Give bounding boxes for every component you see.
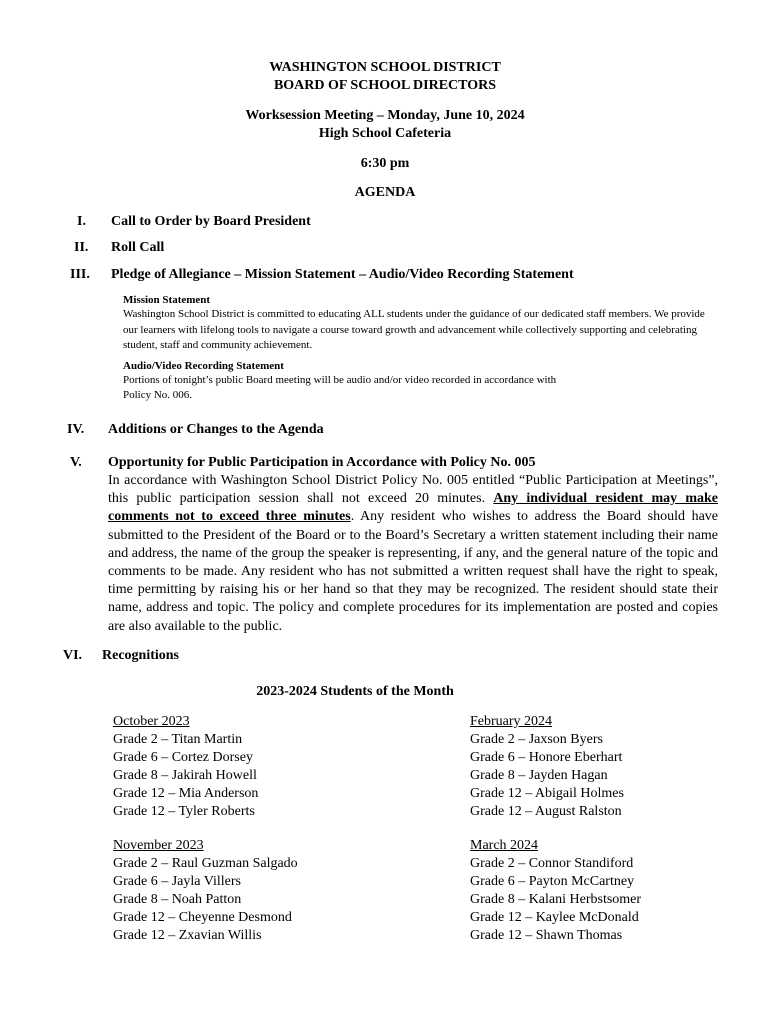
student-entry: Grade 12 – Tyler Roberts	[113, 804, 255, 819]
student-entry: Grade 8 – Kalani Herbstsomer	[470, 892, 642, 907]
student-entry: Grade 8 – Noah Patton	[113, 892, 242, 907]
month-block	[470, 713, 624, 821]
month-title: February 2024	[470, 714, 553, 729]
board-name: BOARD OF SCHOOL DIRECTORS	[273, 78, 497, 93]
participation-text-before: In accordance with Washington School District Policy No. 005 entitled “Public Participation at Meetings”, this public participation session shall not exceed 20 minutes.	[108, 473, 718, 507]
student-entry: Grade 12 – Kaylee McDonald	[470, 910, 639, 925]
student-entry: Grade 12 – Zxavian Willis	[113, 928, 262, 943]
student-entry: Grade 2 – Jaxson Byers	[470, 732, 603, 747]
meeting-location: High School Cafeteria	[318, 126, 452, 141]
student-entry: Grade 2 – Titan Martin	[113, 732, 243, 747]
month-title: November 2023	[113, 838, 204, 853]
public-participation-text	[108, 472, 718, 636]
item-title: Call to Order by Board President	[111, 214, 311, 229]
meeting-time: 6:30 pm	[360, 156, 410, 171]
recording-text-line2: Policy No. 006.	[123, 389, 193, 401]
item-number: III.	[70, 267, 90, 282]
month-title: March 2024	[470, 838, 539, 853]
item-number: II.	[74, 240, 89, 255]
student-entry: Grade 12 – Shawn Thomas	[470, 928, 623, 943]
item-number: V.	[70, 455, 82, 470]
mission-heading: Mission Statement	[123, 294, 211, 306]
student-entry: Grade 6 – Cortez Dorsey	[113, 750, 253, 765]
month-title: October 2023	[113, 714, 190, 729]
district-name: WASHINGTON SCHOOL DISTRICT	[269, 60, 501, 75]
student-entry: Grade 6 – Honore Eberhart	[470, 750, 623, 765]
participation-emphasis: Any individual resident may make comments not to exceed three minutes	[108, 491, 718, 525]
student-entry: Grade 6 – Jayla Villers	[113, 874, 241, 889]
student-entry: Grade 12 – August Ralston	[470, 804, 622, 819]
item-title: Opportunity for Public Participation in Accordance with Policy No. 005	[108, 455, 536, 470]
item-number: IV.	[67, 422, 85, 437]
item-title: Roll Call	[111, 240, 165, 255]
item-title: Recognitions	[102, 648, 179, 663]
students-of-month-title: 2023-2024 Students of the Month	[256, 684, 454, 699]
recording-text-line1: Portions of tonight’s public Board meeting will be audio and/or video recorded in accordance with	[123, 374, 557, 386]
item-number: VI.	[63, 648, 83, 663]
item-number: I.	[77, 214, 86, 229]
student-entry: Grade 12 – Abigail Holmes	[470, 786, 624, 801]
student-entry: Grade 8 – Jayden Hagan	[470, 768, 608, 783]
participation-text-after: . Any resident who wishes to address the Board should have submitted to the President of the Board or to the Board’s Secretary a written statement including their name and address, the name of the group the speaker is representing, if any, and the general nature of the topic and comments to be made. Any resident who has not submitted a written request shall have the right to speak, time permitting by raising his or her hand so that they may be recognized. The resident should state their name, address and topic. The policy and complete procedures for its implementation are posted and copies are also available to the public.	[108, 509, 719, 634]
agenda-heading: AGENDA	[354, 185, 416, 200]
student-entry: Grade 6 – Payton McCartney	[470, 874, 635, 889]
item-title: Pledge of Allegiance – Mission Statement – Audio/Video Recording Statement	[111, 267, 574, 282]
mission-text: Washington School District is committed to educating ALL students under the guidance of our dedicated staff members. We provide our learners with lifelong tools to navigate a course toward growth and advancement while collectively supporting and celebrating student, staff and community achievement.	[123, 308, 705, 351]
student-entry: Grade 2 – Connor Standiford	[470, 856, 634, 871]
recording-heading: Audio/Video Recording Statement	[123, 360, 284, 372]
student-entry: Grade 2 – Raul Guzman Salgado	[113, 856, 298, 871]
month-block	[113, 837, 298, 945]
student-entry: Grade 8 – Jakirah Howell	[113, 768, 257, 783]
month-block	[113, 713, 258, 821]
month-block	[470, 837, 641, 945]
student-entry: Grade 12 – Mia Anderson	[113, 786, 259, 801]
meeting-title: Worksession Meeting – Monday, June 10, 2024	[245, 108, 525, 123]
item-title: Additions or Changes to the Agenda	[108, 422, 324, 437]
student-entry: Grade 12 – Cheyenne Desmond	[113, 910, 292, 925]
